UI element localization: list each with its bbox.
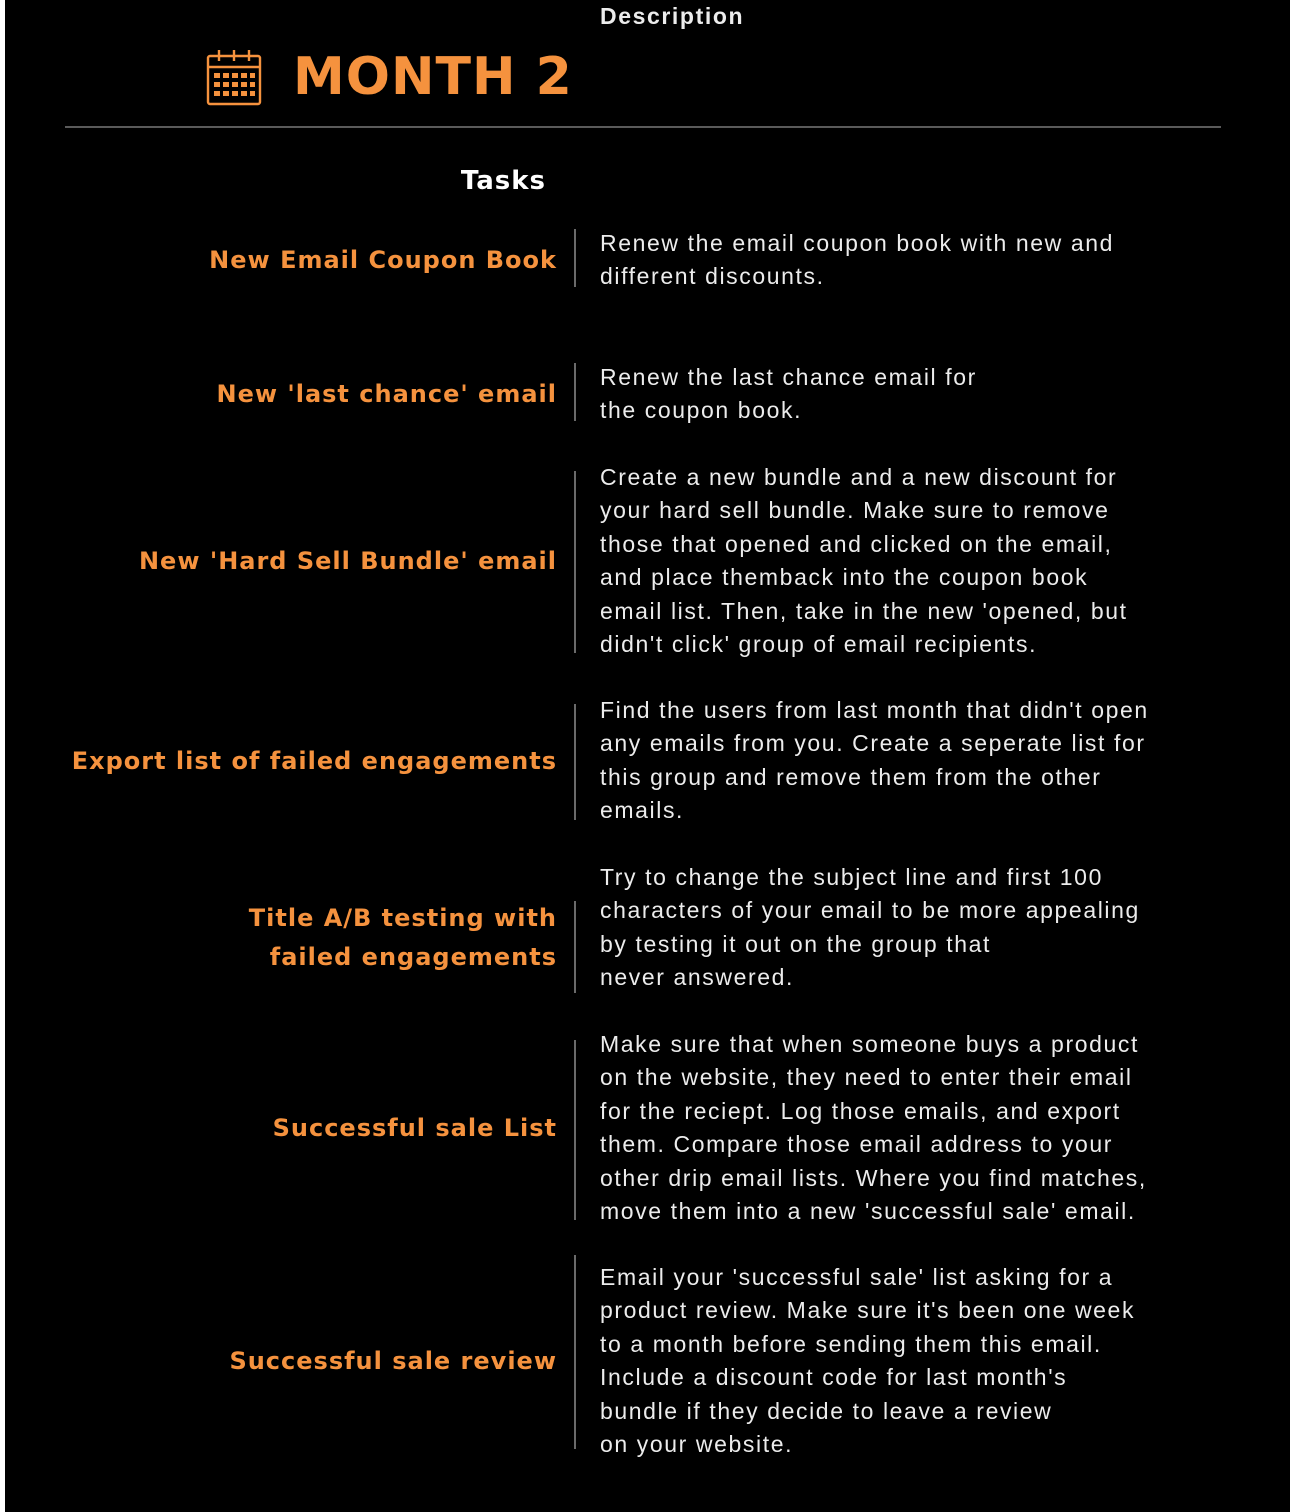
row-divider [574, 901, 576, 993]
task-row [5, 1028, 1290, 1228]
task-description: Renew the last chance email for the coupon book. [600, 364, 977, 424]
task-description: Email your 'successful sale' list asking for a product review. Make sure it's been one week to a month before sending them this email. Include a discount code for last month's bundle if they decide to leave a review on your website. [600, 1264, 1136, 1458]
task-name: New Email Coupon Book [209, 246, 557, 274]
header [205, 46, 573, 108]
task-row [5, 694, 1290, 828]
row-divider [574, 471, 576, 653]
task-name: Export list of failed engagements [71, 746, 557, 775]
task-row [5, 461, 1290, 661]
task-row [5, 361, 1290, 428]
task-row [5, 1261, 1290, 1461]
row-divider [574, 1255, 576, 1449]
calendar-icon [205, 47, 263, 107]
page-title: MONTH 2 [293, 47, 573, 107]
task-description: Find the users from last month that didn't open any emails from you. Create a seperate list for this group and remove them from the other emails. [600, 697, 1149, 824]
month-2-page [5, 0, 1290, 1512]
row-divider [574, 363, 576, 421]
header-divider [65, 126, 1221, 128]
task-name: Successful sale List [272, 1113, 557, 1142]
row-divider [574, 704, 576, 820]
task-name: Successful sale review [229, 1346, 557, 1375]
description-column-header: Description [600, 3, 745, 29]
tasks-column-header: Tasks [460, 166, 546, 196]
task-description: Renew the email coupon book with new and different discounts. [600, 230, 1115, 290]
row-divider [574, 1040, 576, 1220]
task-description: Make sure that when someone buys a product on the website, they need to enter their email for the reciept. Log those emails, and export them. Compare those email address to your other drip email lists. Where you find matches, move them into a new 'successful sale' email. [600, 1031, 1147, 1225]
task-row [5, 227, 1290, 294]
task-name: New 'last chance' email [216, 380, 557, 408]
task-row [5, 861, 1290, 995]
task-name: New 'Hard Sell Bundle' email [138, 546, 557, 575]
task-description: Create a new bundle and a new discount for your hard sell bundle. Make sure to remove those that opened and clicked on the email, and place themback into the coupon book email list. Then, take in the new 'opened, but didn't click' group of email recipients. [600, 464, 1128, 658]
row-divider [574, 229, 576, 287]
task-name: Title A/B testing with failed engagements [248, 904, 557, 971]
task-description: Try to change the subject line and first 100 characters of your email to be more appealing by testing it out on the group that never answered. [600, 864, 1140, 991]
